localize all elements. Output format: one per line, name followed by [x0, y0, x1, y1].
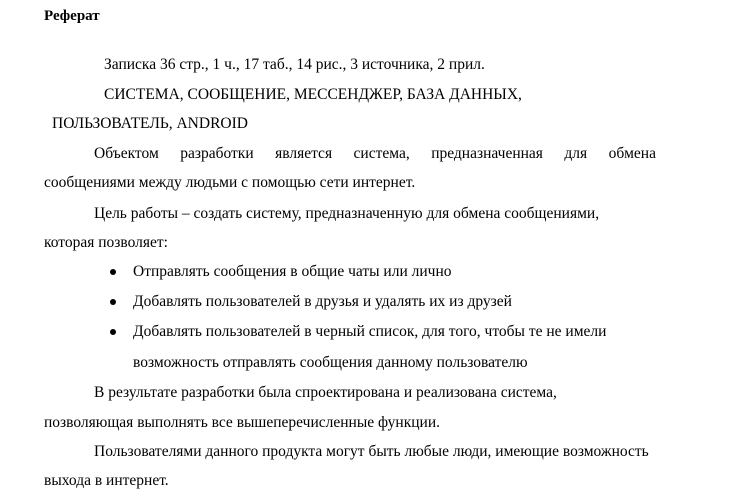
object-word: является: [275, 145, 333, 162]
keywords-line-2: ПОЛЬЗОВАТЕЛЬ, ANDROID: [52, 115, 248, 132]
object-word: разработки: [180, 145, 254, 162]
object-word: система,: [353, 145, 410, 162]
object-paragraph-line-2: сообщениями между людьми с помощью сети интернет.: [44, 174, 416, 191]
object-paragraph-line-1: [94, 145, 656, 163]
object-word: обмена: [608, 145, 656, 162]
result-paragraph-line-1: В результате разработки была спроектирована и реализована система,: [94, 384, 557, 401]
object-word: для: [564, 145, 588, 162]
result-paragraph-line-2: позволяющая выполнять все вышеперечисленные функции.: [44, 414, 440, 431]
users-paragraph-line-2: выхода в интернет.: [44, 472, 169, 489]
bullet-text: Добавлять пользователей в друзья и удалять их из друзей: [133, 293, 512, 310]
document-title: Реферат: [44, 8, 100, 24]
object-word: Объектом: [94, 145, 159, 162]
users-paragraph-line-1: Пользователями данного продукта могут быть любые люди, имеющие возможность: [94, 443, 649, 460]
bullet-dot-icon: [110, 329, 116, 335]
bullet-dot-icon: [110, 269, 116, 275]
bullet-text: Отправлять сообщения в общие чаты или лично: [133, 263, 452, 280]
bullet-text: Добавлять пользователей в черный список, для того, чтобы те не имели: [133, 323, 607, 340]
summary-line: Записка 36 стр., 1 ч., 17 таб., 14 рис., 3 источника, 2 прил.: [104, 56, 485, 73]
keywords-line-1: СИСТЕМА, СООБЩЕНИЕ, МЕССЕНДЖЕР, БАЗА ДАННЫХ,: [104, 86, 522, 103]
bullet-text-continuation: возможность отправлять сообщения данному пользователю: [133, 354, 528, 371]
object-word: предназначенная: [431, 145, 543, 162]
goal-paragraph-line-1: Цель работы – создать систему, предназначенную для обмена сообщениями,: [94, 205, 600, 222]
bullet-dot-icon: [110, 299, 116, 305]
goal-paragraph-line-2: которая позволяет:: [44, 234, 168, 251]
